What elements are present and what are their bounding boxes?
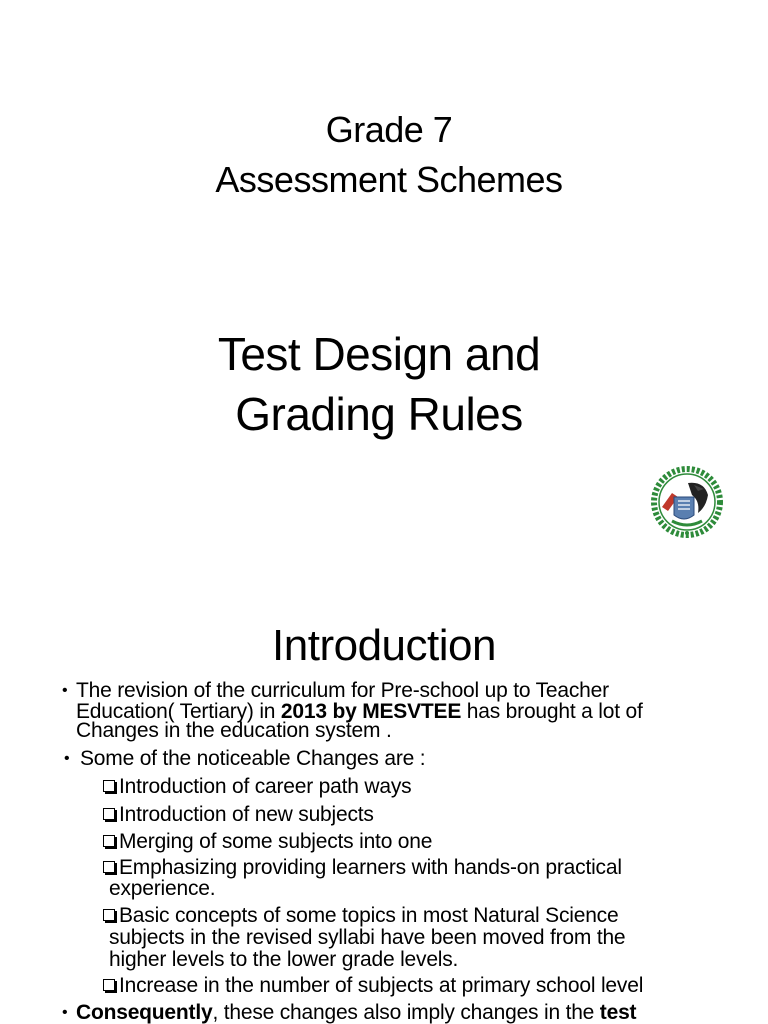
change-item-text: Increase in the number of subjects at primary school level bbox=[119, 974, 644, 997]
change-item-text: Merging of some subjects into one bbox=[119, 830, 433, 853]
checkbox-bullet-icon bbox=[103, 909, 115, 921]
change-item-text: Introduction of new subjects bbox=[119, 803, 374, 826]
paragraph-1-text: Education( Tertiary) in bbox=[76, 700, 281, 723]
paragraph-3 bbox=[76, 1002, 636, 1024]
change-item bbox=[103, 905, 618, 927]
paragraph-3-emphasis: test bbox=[599, 1001, 637, 1024]
change-item bbox=[103, 975, 643, 997]
paragraph-3-text: , these changes also imply changes in the bbox=[212, 1001, 600, 1024]
checkbox-bullet-icon bbox=[103, 808, 115, 820]
slide-title-line-1: Test Design and bbox=[217, 328, 541, 380]
checkbox-bullet-icon bbox=[103, 835, 115, 847]
slide-subtitle-line-1: Grade 7 bbox=[325, 109, 453, 150]
paragraph-1-line-1: The revision of the curriculum for Pre-school up to Teacher bbox=[76, 679, 609, 702]
paragraph-2: Some of the noticeable Changes are : bbox=[80, 747, 426, 770]
change-item-text: Emphasizing providing learners with hands-on practical bbox=[119, 856, 622, 879]
slide-title-line-2: Grading Rules bbox=[235, 388, 523, 440]
change-item-continuation: higher levels to the lower grade levels. bbox=[109, 948, 459, 971]
paragraph-1-emphasis: 2013 by MESVTEE bbox=[280, 700, 462, 723]
change-item bbox=[103, 776, 411, 798]
change-item-continuation: experience. bbox=[109, 877, 216, 900]
coat-of-arms-emblem-icon bbox=[648, 463, 726, 541]
change-item bbox=[103, 857, 622, 879]
change-item bbox=[103, 804, 374, 826]
bullet-icon: • bbox=[62, 682, 68, 699]
bullet-icon: • bbox=[62, 1004, 68, 1021]
paragraph-1-text: has brought a lot of bbox=[461, 700, 643, 723]
checkbox-bullet-icon bbox=[103, 979, 115, 991]
slide-heading: Introduction bbox=[272, 621, 496, 670]
change-item-text: Basic concepts of some topics in most Natural Science bbox=[119, 904, 619, 927]
change-item-text: Introduction of career path ways bbox=[119, 775, 412, 798]
introduction-slide bbox=[0, 600, 768, 1024]
change-item-continuation: subjects in the revised syllabi have been moved from the bbox=[109, 926, 626, 949]
bullet-icon: • bbox=[64, 750, 70, 767]
slide-subtitle-line-2: Assessment Schemes bbox=[215, 159, 563, 200]
paragraph-3-emphasis: Consequently bbox=[76, 1001, 213, 1024]
paragraph-1-line-3: Changes in the education system . bbox=[76, 719, 392, 742]
checkbox-bullet-icon bbox=[103, 861, 115, 873]
change-item bbox=[103, 831, 432, 853]
checkbox-bullet-icon bbox=[103, 780, 115, 792]
